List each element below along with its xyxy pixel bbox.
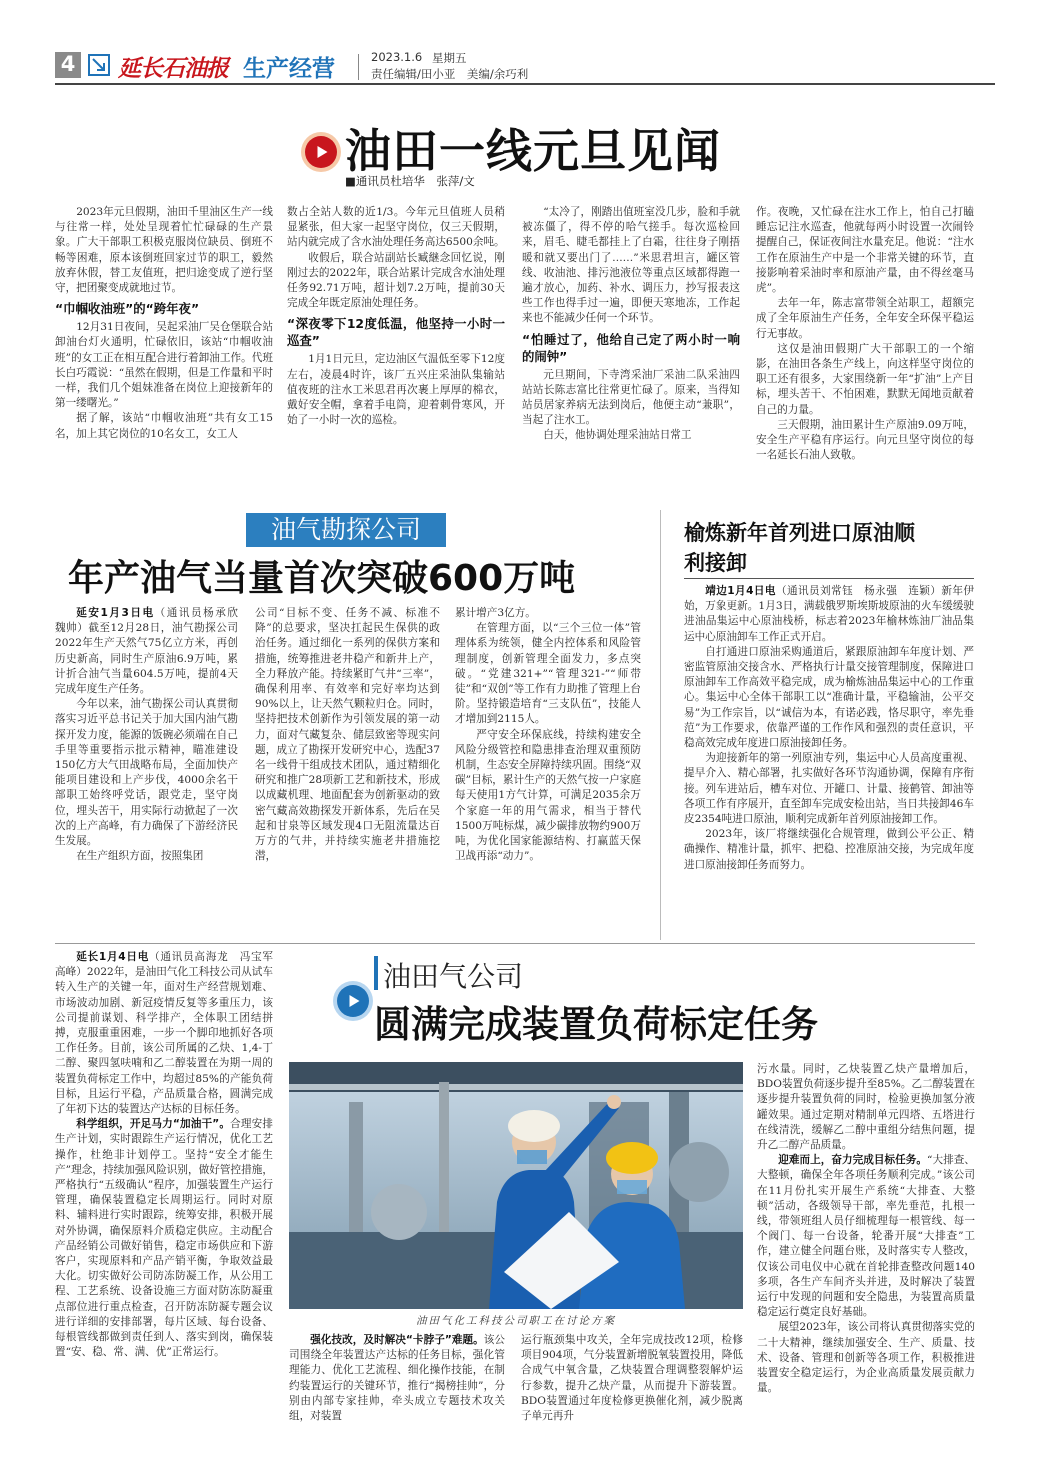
issue-date: 2023.1.6 — [371, 50, 423, 64]
paragraph — [55, 606, 249, 697]
paragraph-text: “大排查、大整顿，确保全年各项任务顺利完成。”该公司在11月份扎实开展生产系统“大排查、大整顿”活动，各级领导干部，率先垂范，扎根一线，带领班组人员仔细梳理每一根管线、每一个阀门、每一台设备，轮番开展“大排查”工作，建立健全问题台账，及时落实专人整改，仅该公司电仪中心就在首轮排查整改问题140多项，各生产车间齐头并进，及时解决了装置运行中发现的问题和安全隐患，为装置高质量稳定运行奠定良好基础。 — [757, 1154, 975, 1319]
article2-col3 — [455, 606, 641, 864]
paragraph — [289, 1333, 505, 1424]
paragraph: 白天，他协调处理采油站日常工 — [543, 429, 692, 442]
article4-col3 — [521, 1333, 743, 1424]
paragraph-text: 该公司围绕全年装置达产达标的任务目标，强化管理能力、优化工艺流程、细化操作技能，在制约装置运行的关键环节，推行“揭榜挂帅”，分别由内部专家挂帅，牵头成立专题技术攻关组，对装置 — [289, 1334, 505, 1423]
article3-rule — [684, 578, 974, 579]
article4-col2 — [289, 1333, 505, 1424]
article4-title: 圆满完成装置负荷标定任务 — [374, 1003, 818, 1046]
paragraph: 2023年元旦假期，油田千里油区生产一线与往常一样，处处呈现着忙忙碌碌的生产景象。广大干部职工积极克服岗位缺员、倒班不畅等困难，原本该倒班回家过节的职工，毅然放弃休假，替工友值班，把归途变成了逆行坚守，把团聚变成就地过节。 — [55, 206, 273, 295]
paragraph-lead: 迎难而上，奋力完成目标任务。 — [778, 1154, 928, 1167]
article4-col4 — [757, 1062, 975, 1396]
paragraph-text: （通讯员杨承欣 魏帅）截至12月28日，油气勘探公司2022年生产天然气75亿立方米，再创历史新高，同时生产原油6.9万吨，累计折合油气当量604.5万吨，提前4天完成年度生产任务。 — [55, 607, 249, 696]
paragraph: 自打通进口原油采购通道后，紧跟原油卸车年度计划、严密监管原油交接含水、严格执行计量交接管理制度，保障进口原油卸车工作高效平稳完成，成为榆炼油品集运中心的工作重心。集运中心全体干部职工以“准确计量，平稳输油，公平交易”为工作宗旨，以“诚信为本，有诺必践，恪尽职守，率先垂范”为工作要求，依靠严谨的工作作风和强烈的责任意识，平稳高效完成年度进口原油接卸任务。 — [684, 645, 974, 750]
header-divider — [358, 54, 359, 80]
article1-col1 — [55, 205, 273, 442]
article1-col4 — [756, 205, 974, 463]
paragraph: 作。夜晚，又忙碌在注水工作上，怕自己打瞌睡忘记注水巡查，他就每两小时设置一次闹铃提醒自己，保证夜间注水量充足。他说：“注水工作在原油生产中是一个非常关键的环节，直接影响着采油时率和原油产量，由不得丝毫马虎”。 — [756, 206, 974, 295]
paragraph: 去年一年，陈志富带领全站职工，超额完成了全年原油生产任务，全年安全环保平稳运行无事故。 — [756, 297, 974, 340]
article4-kicker-bar — [374, 956, 378, 990]
article3-title: 榆炼新年首列进口原油顺利接卸 — [684, 521, 915, 575]
paragraph-lead: 科学组织，开足马力“加油干”。 — [76, 1118, 231, 1131]
article4-col1 — [55, 950, 284, 1360]
header-rule — [55, 83, 995, 85]
paragraph-text: 合理安排生产计划，实时跟踪生产运行情况，优化工艺操作，杜绝非计划停工。坚持“安全才能生产”理念，持续加强风险识别，做好管控措施，严格执行“五级确认”程序，加强装置生产运行管理，确保装置稳定长周期运行。同时对原料、辅料进行实时跟踪，统筹安排，积极开展对外协调，确保原料介质稳定供应。主动配合产品经销公司做好销售，稳定市场供应和下游客户，实现原料和产品产销平衡，争取效益最大化。切实做好公司防冻防凝工作，从公用工程、工艺系统、设备设施三方面对防冻防凝重点部位进行重点检查，召开防冻防凝专题会议进行详细的安排部署，每片区域、每台设备、每根管线都做到责任到人、落实到岗，确保装置“安、稳、常、满、优”正常运行。 — [55, 1118, 273, 1359]
section-rule — [55, 943, 975, 944]
paragraph-lead: 延长1月4日电 — [76, 951, 150, 963]
paragraph — [55, 1117, 273, 1360]
paragraph: 在管理方面，以“三个三位一体”管理体系为统领，健全内控体系和风险管理制度，创新管理全面发力，多点突破。“党建321+”“管理321-”“师带徒”和“双创”等工作有力助推了管理上台阶。坚持锻造培育“三支队伍”，技能人才增加到2115人。 — [455, 622, 641, 726]
paragraph: 数占全站人数的近1/3。今年元旦值班人员稍显紧张，但大家一起坚守岗位，仅三天假期，站内就完成了含水油处理任务高达6500余吨。 — [287, 206, 505, 249]
paragraph: “太冷了，刚踏出值班室没几步，脸和手就被冻僵了，得不停的哈气搓手。每次巡检回来，眉毛、睫毛都挂上了白霜，往往身子刚捂暖和就又要出门了……”米思君坦言，罐区管线、收油池、排污池液位等重点区域都得跑一遍才放心，加药、补水、调压力，抄写报表这些工作也得手过一遍，即便天寒地冻，工作起来也不能减少任何一个环节。 — [522, 206, 740, 325]
paragraph: 1月1日元旦，定边油区气温低至零下12度左右，凌晨4时许，该厂五兴庄采油队集输站值夜班的注水工米思君再次裹上厚厚的棉衣，戴好安全帽，拿着手电筒，迎着刺骨寒风，开始了一小时一次的巡检。 — [287, 353, 505, 427]
play-icon — [337, 985, 369, 1017]
paragraph-text: （通讯员刘常钰 杨永强 连颖）新年伊始，万象更新。1月3日，满载俄罗斯埃斯坡原油的火车缓缓驶进油品集运中心原油栈桥，标志着2023年榆林炼油厂油品集运中心原油卸车工作正式开启。 — [684, 585, 974, 643]
paragraph: 公司“目标不变、任务不减、标准不降”的总要求，坚决扛起民生保供的政治任务。通过细化一系列的保供方案和措施，统筹推进老井稳产和新井上产，全力释放产能。持续紧盯气井“三率”，确保利用率、有效率和完好率均达到90%以上，让天然气颗粒归仓。同时，坚持把技术创新作为引领发展的第一动力，面对气藏复杂、储层致密等现实问题，成立了勘探开发研究中心，选配37名一线骨干组成技术团队，通过精细化研究和推广28项新工艺和新技术，形成以成藏机理、地面配套为创新驱动的致密气藏高效勘探发开新体系，先后在吴起和甘泉等区域发现4口无阻流量达百万方的气井，并持续实施老井措施挖潜， — [255, 607, 440, 863]
paragraph-text: （通讯员高海龙 冯宝军 高峰）2022年，是油田气化工科技公司从试车转入生产的关键一年，面对生产经营规划难、市场波动加剧、新冠疫情反复等多重压力，该公司提前谋划、科学排产，全体职工团结拼搏，克服重重困难，一步一个脚印地抓好各项工作任务。目前，该公司所属的乙炔、1,4-丁二醇、聚四氢呋喃和乙二醇装置在为期一周的装置负荷标定工作中，均超过85%的产能负荷目标，且运行平稳，产品质量合格，圆满完成了年初下达的装置达产达标的目标任务。 — [55, 951, 284, 1116]
section-title: 生产经营 — [243, 56, 335, 82]
page-number: 4 — [60, 52, 76, 76]
article1-col2 — [287, 205, 505, 428]
paragraph: 累计增产3亿方。 — [455, 607, 536, 619]
editors-credit: 责任编辑/田小亚 美编/余巧利 — [371, 67, 529, 81]
paragraph-lead: 靖边1月4日电 — [705, 585, 776, 597]
paragraph — [684, 584, 974, 645]
article2-kicker: 油气勘探公司 — [270, 515, 421, 544]
paragraph: 这仅是油田假期广大干部职工的一个缩影，在油田各条生产线上，向这样坚守岗位的职工还有很多，大家围绕新一年“扩油”上产目标，埋头苦干、不怕困难，默默无闻地贡献着自己的力量。 — [756, 342, 974, 416]
paragraph: 据了解，该站“巾帼收油班”共有女工15名，加上其它岗位的10名女工，女工人 — [55, 412, 273, 440]
paragraph: 为迎接新年的第一列原油专列，集运中心人员高度重视、提早介入、精心部署，扎实做好各环节沟通协调，保障有序衔接。列车进站后，槽车对位、开罐口、计量、接鹤管、卸油等各项工作有序展开，直至卸车完成安检出站，当日共接卸46车皮2354吨进口原油，顺利完成新年首列原油接卸工作。 — [684, 752, 974, 826]
photo-caption: 油田气化工科技公司职工在讨论方案 — [416, 1315, 616, 1327]
column-divider — [660, 510, 661, 940]
paragraph: 元旦期间，下寺湾采油厂采油二队采油四站站长陈志富比往常更忙碌了。原来，当得知站员居家养病无法到岗后，他便主动“兼职”，当起了注水工。 — [522, 368, 740, 427]
article1-byline: ■通讯员杜培华 张萍/文 — [345, 174, 475, 188]
paragraph: 展望2023年，该公司将认真贯彻落实党的二十大精神，继续加强安全、生产、质量、技术、设备、管理和创新等各项工作，积极推进装置安全稳定运行，为企业高质量发展贡献力量。 — [757, 1321, 975, 1395]
paragraph-lead: 强化技改，及时解决“卡脖子”难题。 — [310, 1334, 484, 1346]
paragraph: 12月31日夜间，吴起采油厂吴仓堡联合站卸油台灯火通明，忙碌依旧，该站“巾帼收油班”的女工正在相互配合进行着卸油工作。代班长白巧霞说：“虽然在假期，但是工作量和平时一样，我们几个姐妹准备在岗位上迎接新年的第一缕曙光。” — [55, 321, 273, 410]
play-icon — [305, 136, 337, 168]
paragraph-lead: 延安1月3日电 — [76, 607, 155, 619]
paragraph: 今年以来，油气勘探公司认真贯彻落实习近平总书记关于加大国内油气勘探开发力度，能源的饭碗必须端在自己手里等重要指示批示精神，瞄准建设150亿方大气田战略布局，全面加快产能项目建设和上产步伐，4000余名干部职工始终呼党话，跟党走，坚守岗位，埋头苦干，用实际行动掀起了一次次的上产高峰，有力确保了下游经济民生发展。 — [55, 698, 238, 848]
article2-col2 — [255, 606, 440, 864]
issue-weekday: 星期五 — [432, 51, 467, 65]
arrow-icon — [88, 54, 110, 76]
subheading: “巾帼收油班”的“跨年夜” — [55, 301, 200, 317]
paragraph: 收假后，联合站副站长臧継念回忆说，刚刚过去的2022年，联合站累计完成含水油处理任务92.71万吨，超计划7.2万吨，提前30天完成全年既定原油处理任务。 — [287, 251, 505, 310]
subheading: “怕睡过了，他给自己定了两小时一响的闹钟” — [522, 331, 740, 364]
paragraph: 严守安全环保底线，持续构建安全风险分级管控和隐患排查治理双重预防机制，生态安全屏障持续巩固。围绕“双碳”目标，累计生产的天然气按一户家庭每天使用1方气计算，可满足2035余万个家庭一年的用气需求，相当于替代1500万吨标煤，减少碳排放物约900万吨，为优化国家能源结构、打赢蓝天保卫战再添“动力”。 — [455, 728, 641, 863]
paragraph — [55, 950, 284, 1117]
paragraph: 2023年，该厂将继续强化合规管理，做到公平公正、精确操作、精准计量，抓牢、把稳、控准原油交接，为完成年度进口原油接卸任务而努力。 — [684, 828, 974, 871]
article1-col3 — [522, 205, 740, 444]
article3-body — [684, 584, 974, 873]
paragraph: 污水量。同时，乙炔装置乙炔产量增加后，BDO装置负荷逐步提升至85%。乙二醇装置在逐步提升装置负荷的同时，检验更换加氢分液罐效果。通过定期对精制单元四塔、五塔进行在线清洗，缓解乙二醇中重组分结焦问题，提升乙二醇产品质量。 — [757, 1063, 976, 1152]
article1-title: 油田一线元旦见闻 — [345, 124, 721, 178]
masthead-logo: 延长石油报 — [118, 55, 228, 82]
article2-title: 年产油气当量首次突破600万吨 — [68, 558, 576, 599]
paragraph — [757, 1153, 975, 1320]
subheading: “深夜零下12度低温，他坚持一小时一巡查” — [287, 316, 505, 349]
paragraph: 运行瓶颈集中攻关，全年完成技改12项，检修项目904项，气分装置新增脱氧装置投用，降低合成气中氧含量，乙炔装置合理调整裂解炉运行参数，提升乙炔产量，从而提升下游装置。BDO装置通过年度检修更换催化剂，减少脱离子单元再升 — [521, 1334, 743, 1423]
paragraph: 在生产组织方面，按照集团 — [76, 850, 204, 863]
article2-col1 — [55, 606, 249, 864]
workers-photo — [289, 1062, 743, 1309]
article4-kicker: 油田气公司 — [383, 960, 524, 993]
paragraph: 三天假期，油田累计生产原油9.09万吨，安全生产平稳有序运行。向元旦坚守岗位的每一名延长石油人致敬。 — [756, 418, 974, 462]
